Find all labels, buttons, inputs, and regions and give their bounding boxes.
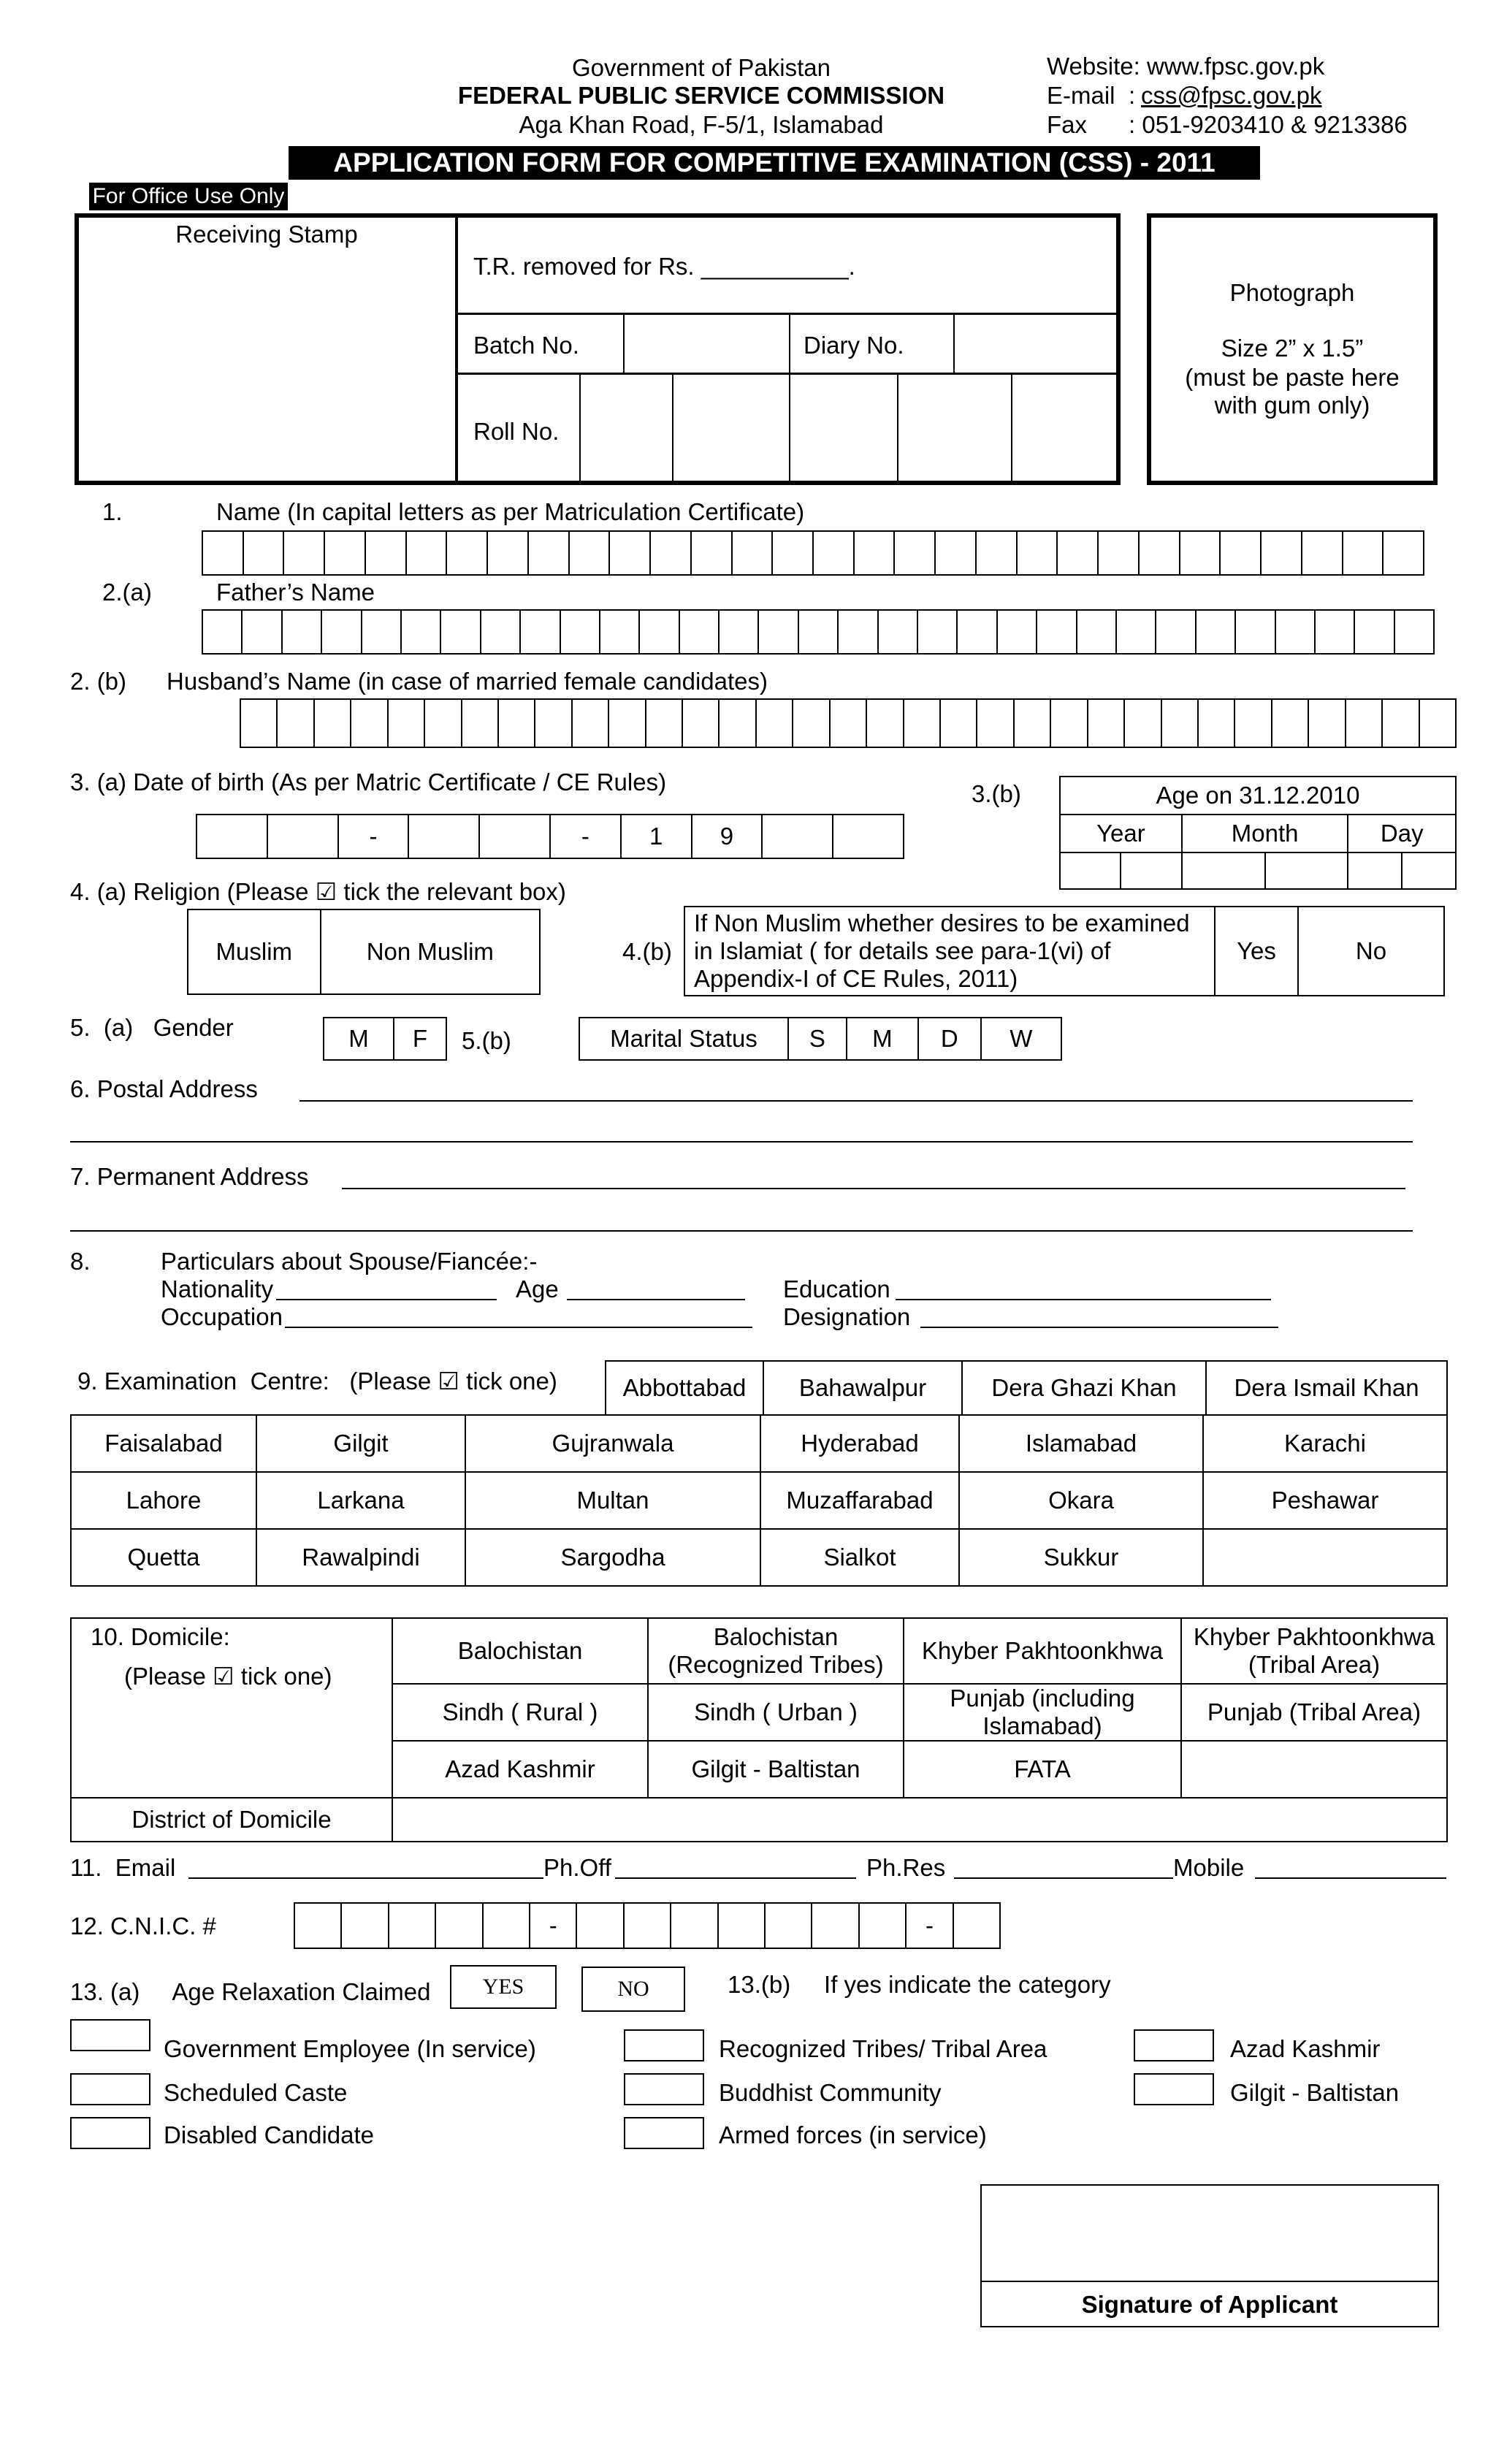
islamiat-table (684, 906, 1445, 996)
char-cell[interactable] (351, 700, 388, 747)
centre-abbottabad[interactable]: Abbottabad (606, 1361, 763, 1415)
category-azad-kashmir-label: Azad Kashmir (1230, 2035, 1381, 2062)
email-sep: : (1129, 82, 1136, 109)
char-cell[interactable] (366, 532, 407, 574)
char-cell[interactable] (757, 700, 793, 747)
char-cell[interactable] (958, 611, 997, 653)
centre-faisalabad[interactable]: Faisalabad (71, 1415, 256, 1472)
char-cell[interactable] (671, 1904, 718, 1948)
char-cell[interactable] (680, 611, 720, 653)
q4b-label: 4.(b) (622, 938, 672, 965)
permanent-address-line-2[interactable] (70, 1230, 1413, 1232)
office-hline-2 (457, 373, 1118, 375)
char-cell[interactable] (244, 532, 285, 574)
char-cell[interactable] (1018, 532, 1058, 574)
char-cell[interactable]: 9 (692, 815, 763, 858)
domicile-label-cell (71, 1618, 392, 1798)
centre-sialkot[interactable]: Sialkot (760, 1529, 959, 1586)
marital-single[interactable]: S (788, 1018, 847, 1060)
char-cell[interactable] (600, 611, 640, 653)
category-disabled-checkbox[interactable] (70, 2117, 150, 2149)
father-name-input-boxes[interactable] (202, 609, 1435, 655)
q10-tick-note: (Please ☑ tick one) (124, 1662, 332, 1690)
husband-name-input-boxes[interactable] (240, 698, 1457, 748)
char-cell[interactable] (488, 532, 529, 574)
domicile-azad-kashmir[interactable]: Azad Kashmir (392, 1741, 648, 1798)
centre-gujranwala[interactable]: Gujranwala (465, 1415, 760, 1472)
char-cell[interactable] (766, 1904, 812, 1948)
q3b-label: 3.(b) (972, 780, 1021, 807)
q4a-label: 4. (a) Religion (Please ☑ tick the relevant box) (70, 878, 566, 905)
batch-no-label: Batch No. (473, 332, 579, 359)
district-of-domicile-field[interactable] (392, 1798, 1447, 1842)
char-cell[interactable] (646, 700, 683, 747)
q1-number: 1. (102, 498, 123, 525)
q8-number: 8. (70, 1248, 91, 1275)
char-cell[interactable] (1221, 532, 1262, 574)
domicile-kpk[interactable]: Khyber Pakhtoonkhwa (904, 1618, 1181, 1684)
char-cell[interactable] (1235, 700, 1272, 747)
char-cell[interactable] (1236, 611, 1275, 653)
char-cell[interactable] (1099, 532, 1140, 574)
diary-no-field[interactable] (953, 314, 955, 374)
char-cell[interactable] (720, 611, 759, 653)
char-cell[interactable] (831, 700, 867, 747)
category-armed-forces-label: Armed forces (in service) (719, 2121, 987, 2148)
centre-quetta[interactable]: Quetta (71, 1529, 256, 1586)
centre-dera-ghazi-khan[interactable]: Dera Ghazi Khan (962, 1361, 1206, 1415)
char-cell[interactable] (1180, 532, 1221, 574)
char-cell[interactable] (1276, 611, 1316, 653)
char-cell[interactable] (692, 532, 733, 574)
char-cell[interactable] (1199, 700, 1235, 747)
signature-divider (980, 2281, 1439, 2282)
gender-male[interactable]: M (324, 1018, 394, 1060)
char-cell[interactable] (1343, 532, 1384, 574)
char-cell[interactable] (278, 700, 314, 747)
char-cell[interactable] (839, 611, 878, 653)
category-armed-forces-checkbox[interactable] (624, 2117, 704, 2149)
char-cell[interactable] (203, 532, 244, 574)
marital-widowed[interactable]: W (981, 1018, 1061, 1060)
age-year-cell[interactable] (1121, 853, 1181, 889)
centre-top-row (605, 1360, 1448, 1416)
char-cell[interactable] (977, 700, 1014, 747)
char-cell[interactable] (441, 611, 481, 653)
age-day-header: Day (1348, 815, 1456, 853)
q2a-number: 2.(a) (102, 579, 152, 606)
char-cell[interactable] (918, 611, 958, 653)
category-gov-employee-label: Government Employee (In service) (164, 2035, 536, 2062)
q5a-label: 5. (a) Gender (70, 1014, 234, 1041)
char-cell[interactable] (610, 532, 651, 574)
char-cell[interactable] (407, 532, 448, 574)
q8-title: Particulars about Spouse/Fiancée:- (161, 1248, 538, 1275)
q12-label: 12. C.N.I.C. # (70, 1912, 216, 1939)
q2b-label: 2. (b) Husband’s Name (in case of married female candidates) (70, 668, 768, 695)
char-cell[interactable] (683, 700, 720, 747)
centre-karachi[interactable]: Karachi (1203, 1415, 1447, 1472)
char-cell[interactable] (315, 700, 351, 747)
char-cell[interactable] (1156, 611, 1196, 653)
char-cell[interactable]: - (339, 815, 410, 858)
char-cell[interactable] (977, 532, 1018, 574)
diary-no-label: Diary No. (804, 332, 904, 359)
char-cell[interactable] (577, 1904, 624, 1948)
char-cell[interactable] (1355, 611, 1394, 653)
char-cell[interactable] (1077, 611, 1117, 653)
char-cell[interactable] (1262, 532, 1302, 574)
char-cell[interactable]: - (907, 1904, 953, 1948)
category-scheduled-caste-label: Scheduled Caste (164, 2079, 348, 2106)
postal-address-line-1[interactable] (299, 1100, 1413, 1102)
centre-hyderabad[interactable]: Hyderabad (760, 1415, 959, 1472)
photo-title: Photograph (1229, 279, 1355, 306)
domicile-empty (1181, 1741, 1447, 1798)
char-cell[interactable] (342, 1904, 389, 1948)
q8-nationality-label: Nationality (161, 1275, 274, 1302)
age-year-header: Year (1060, 815, 1182, 853)
marital-married[interactable]: M (847, 1018, 918, 1060)
spouse-education-line[interactable] (896, 1299, 1271, 1300)
char-cell[interactable] (812, 1904, 859, 1948)
category-gov-employee-checkbox[interactable] (70, 2019, 150, 2051)
char-cell[interactable] (609, 700, 646, 747)
islamiat-no[interactable]: No (1298, 907, 1444, 996)
char-cell[interactable] (720, 700, 756, 747)
category-disabled-label: Disabled Candidate (164, 2121, 375, 2148)
permanent-address-line-1[interactable] (342, 1188, 1405, 1189)
q8-occupation-label: Occupation (161, 1303, 283, 1330)
char-cell[interactable] (362, 611, 402, 653)
char-cell[interactable] (719, 1904, 766, 1948)
gender-female[interactable]: F (394, 1018, 446, 1060)
gov-title: Government of Pakistan (571, 54, 831, 81)
religion-table (187, 909, 541, 995)
char-cell[interactable] (1162, 700, 1199, 747)
roll-divider-1[interactable] (579, 374, 581, 484)
centre-larkana[interactable]: Larkana (256, 1472, 465, 1529)
char-cell[interactable] (425, 700, 462, 747)
signature-label: Signature of Applicant (1081, 2291, 1338, 2318)
char-cell[interactable] (1346, 700, 1383, 747)
centre-empty (1203, 1529, 1447, 1586)
batch-divider (789, 314, 790, 374)
centre-dera-ismail-khan[interactable]: Dera Ismail Khan (1206, 1361, 1447, 1415)
domicile-punjab[interactable]: Punjab (including Islamabad) (904, 1684, 1181, 1741)
centre-multan[interactable]: Multan (465, 1472, 760, 1529)
char-cell[interactable] (480, 815, 551, 858)
q11-mobile-label: Mobile (1173, 1854, 1245, 1881)
char-cell[interactable] (1140, 532, 1180, 574)
islamiat-yes[interactable]: Yes (1215, 907, 1298, 996)
char-cell[interactable]: - (530, 1904, 577, 1948)
religion-non-muslim[interactable]: Non Muslim (321, 909, 540, 994)
char-cell[interactable] (799, 611, 839, 653)
receiving-stamp: Receiving Stamp (175, 221, 358, 248)
age-table (1059, 776, 1457, 890)
district-of-domicile-label: District of Domicile (71, 1798, 392, 1842)
char-cell[interactable] (1125, 700, 1161, 747)
char-cell[interactable] (860, 1904, 907, 1948)
char-cell[interactable] (268, 815, 339, 858)
char-cell[interactable] (481, 611, 521, 653)
char-cell[interactable] (573, 700, 609, 747)
age-month-cell[interactable] (1182, 853, 1265, 889)
commission-address: Aga Khan Road, F-5/1, Islamabad (519, 111, 884, 138)
char-cell[interactable]: 1 (622, 815, 692, 858)
centre-grid (70, 1414, 1448, 1587)
char-cell[interactable] (499, 700, 535, 747)
q13b-label: 13.(b) If yes indicate the category (728, 1971, 1111, 1998)
q1-label: Name (In capital letters as per Matriculation Certificate) (216, 498, 805, 525)
office-divider (455, 213, 458, 485)
domicile-gilgit-baltistan[interactable]: Gilgit - Baltistan (648, 1741, 904, 1798)
char-cell[interactable] (436, 1904, 483, 1948)
char-cell[interactable] (295, 1904, 342, 1948)
char-cell[interactable] (759, 611, 798, 653)
char-cell[interactable] (197, 815, 268, 858)
char-cell[interactable] (954, 1904, 1001, 1948)
roll-divider-4[interactable] (897, 374, 898, 484)
domicile-balochistan-tribes[interactable]: Balochistan (Recognized Tribes) (648, 1618, 904, 1684)
tr-removed: T.R. removed for Rs. ___________. (473, 253, 855, 280)
char-cell[interactable] (998, 611, 1037, 653)
spouse-designation-line[interactable] (920, 1327, 1278, 1328)
char-cell[interactable] (1384, 532, 1424, 574)
category-tribal-checkbox[interactable] (624, 2029, 704, 2061)
char-cell[interactable] (1197, 611, 1236, 653)
email-label: E-mail (1047, 82, 1115, 109)
category-buddhist-checkbox[interactable] (624, 2073, 704, 2105)
email-line[interactable] (188, 1877, 543, 1879)
char-cell[interactable] (484, 1904, 530, 1948)
q3a-label: 3. (a) Date of birth (As per Matric Certificate / CE Rules) (70, 768, 667, 796)
marital-divorced[interactable]: D (918, 1018, 981, 1060)
char-cell[interactable] (1316, 611, 1355, 653)
centre-bahawalpur[interactable]: Bahawalpur (763, 1361, 962, 1415)
age-day-cell[interactable] (1402, 853, 1456, 889)
char-cell[interactable] (1117, 611, 1156, 653)
char-cell[interactable] (941, 700, 977, 747)
spouse-age-line[interactable] (567, 1299, 745, 1300)
char-cell[interactable] (241, 700, 278, 747)
q2a-label: Father’s Name (216, 579, 375, 606)
domicile-sindh-rural[interactable]: Sindh ( Rural ) (392, 1684, 648, 1741)
postal-address-line-2[interactable] (70, 1141, 1413, 1143)
char-cell[interactable] (283, 611, 322, 653)
category-azad-kashmir-checkbox[interactable] (1134, 2029, 1214, 2061)
q8-education-label: Education (783, 1275, 890, 1302)
photo-note: (must be paste here with gum only) (1185, 364, 1400, 419)
spouse-occupation-line[interactable] (285, 1327, 752, 1328)
category-buddhist-label: Buddhist Community (719, 2079, 942, 2106)
char-cell[interactable] (389, 1904, 436, 1948)
centre-muzaffarabad[interactable]: Muzaffarabad (760, 1472, 959, 1529)
islamiat-question: If Non Muslim whether desires to be examined in Islamiat ( for details see para-1(vi) of Appendix-I of CE Rules, 2011) (684, 907, 1215, 996)
gender-table (323, 1017, 447, 1061)
char-cell[interactable] (570, 532, 611, 574)
domicile-punjab-tribal[interactable]: Punjab (Tribal Area) (1181, 1684, 1447, 1741)
char-cell[interactable] (1383, 700, 1419, 747)
char-cell[interactable] (833, 815, 904, 858)
char-cell[interactable] (1015, 700, 1051, 747)
website: Website: www.fpsc.gov.pk (1047, 53, 1325, 80)
centre-sukkur[interactable]: Sukkur (959, 1529, 1203, 1586)
domicile-balochistan[interactable]: Balochistan (392, 1618, 648, 1684)
char-cell[interactable] (203, 611, 243, 653)
centre-peshawar[interactable]: Peshawar (1203, 1472, 1447, 1529)
char-cell[interactable] (1395, 611, 1435, 653)
char-cell[interactable] (447, 532, 488, 574)
religion-muslim[interactable]: Muslim (188, 909, 321, 994)
char-cell[interactable] (409, 815, 480, 858)
cnic-input-boxes[interactable] (294, 1902, 1001, 1949)
fax-label: Fax (1047, 111, 1088, 138)
char-cell[interactable] (773, 532, 814, 574)
char-cell[interactable] (733, 532, 774, 574)
char-cell[interactable] (1051, 700, 1088, 747)
roll-divider-2[interactable] (672, 374, 673, 484)
category-tribal-label: Recognized Tribes/ Tribal Area (719, 2035, 1047, 2062)
age-relaxation-no[interactable]: NO (581, 1967, 685, 2012)
age-day-cell[interactable] (1348, 853, 1402, 889)
char-cell[interactable] (402, 611, 441, 653)
spouse-nationality-line[interactable] (276, 1299, 497, 1300)
category-gilgit-label: Gilgit - Baltistan (1230, 2079, 1400, 2106)
q6-label: 6. Postal Address (70, 1075, 258, 1102)
centre-islamabad[interactable]: Islamabad (959, 1415, 1203, 1472)
q13a-label: 13. (a) Age Relaxation Claimed (70, 1978, 431, 2005)
marital-status-label: Marital Status (579, 1018, 788, 1060)
roll-divider-5[interactable] (1011, 374, 1012, 484)
char-cell[interactable] (389, 700, 425, 747)
q11-ph-res-label: Ph.Res (866, 1854, 946, 1881)
char-cell[interactable] (1272, 700, 1309, 747)
age-month-header: Month (1182, 815, 1348, 853)
char-cell[interactable] (651, 532, 692, 574)
age-month-cell[interactable] (1265, 853, 1348, 889)
char-cell[interactable] (895, 532, 936, 574)
ph-off-line[interactable] (615, 1877, 856, 1879)
category-scheduled-caste-checkbox[interactable] (70, 2073, 150, 2105)
q11-ph-off-label: Ph.Off (543, 1854, 611, 1881)
fax-number: : 051-9203410 & 9213386 (1129, 111, 1408, 138)
domicile-kpk-tribal[interactable]: Khyber Pakhtoonkhwa (Tribal Area) (1181, 1618, 1447, 1684)
q5b-label: 5.(b) (462, 1027, 511, 1054)
char-cell[interactable] (521, 611, 560, 653)
char-cell[interactable] (793, 700, 830, 747)
char-cell[interactable] (1037, 611, 1077, 653)
char-cell[interactable] (325, 532, 366, 574)
office-hline-1 (457, 313, 1118, 315)
centre-lahore[interactable]: Lahore (71, 1472, 256, 1529)
char-cell[interactable] (763, 815, 833, 858)
char-cell[interactable] (1420, 700, 1457, 747)
char-cell[interactable] (904, 700, 941, 747)
char-cell[interactable] (322, 611, 362, 653)
char-cell[interactable]: - (551, 815, 622, 858)
commission-title: FEDERAL PUBLIC SERVICE COMMISSION (457, 82, 945, 109)
name-input-boxes[interactable] (202, 530, 1424, 576)
roll-no-label: Roll No. (473, 418, 560, 445)
batch-no-field[interactable] (623, 314, 625, 374)
char-cell[interactable] (936, 532, 977, 574)
char-cell[interactable] (561, 611, 600, 653)
char-cell[interactable] (625, 1904, 671, 1948)
office-use-label: For Office Use Only (89, 183, 288, 210)
q10-label: 10. Domicile: (91, 1623, 230, 1650)
form-title: APPLICATION FORM FOR COMPETITIVE EXAMINATION (CSS) - 2011 (289, 146, 1260, 180)
roll-divider-3[interactable] (789, 374, 790, 484)
email-link[interactable]: css@fpsc.gov.pk (1141, 82, 1322, 109)
domicile-sindh-urban[interactable]: Sindh ( Urban ) (648, 1684, 904, 1741)
q8-age-label: Age (516, 1275, 559, 1302)
char-cell[interactable] (1309, 700, 1346, 747)
marital-table (579, 1017, 1062, 1061)
char-cell[interactable] (1088, 700, 1125, 747)
char-cell[interactable] (1302, 532, 1343, 574)
centre-gilgit[interactable]: Gilgit (256, 1415, 465, 1472)
age-year-cell[interactable] (1060, 853, 1121, 889)
char-cell[interactable] (1058, 532, 1099, 574)
char-cell[interactable] (867, 700, 904, 747)
domicile-table (70, 1617, 1448, 1842)
q8-designation-label: Designation (783, 1303, 911, 1330)
category-gilgit-checkbox[interactable] (1134, 2073, 1214, 2105)
age-relaxation-yes[interactable]: YES (450, 1965, 557, 2009)
char-cell[interactable] (284, 532, 325, 574)
domicile-fata[interactable]: FATA (904, 1741, 1181, 1798)
age-on-header: Age on 31.12.2010 (1060, 777, 1456, 815)
char-cell[interactable] (535, 700, 572, 747)
q9-label: 9. Examination Centre: (Please ☑ tick one) (77, 1368, 557, 1395)
char-cell[interactable] (814, 532, 855, 574)
centre-okara[interactable]: Okara (959, 1472, 1203, 1529)
ph-res-line[interactable] (954, 1877, 1173, 1879)
photo-size: Size 2” x 1.5” (1221, 335, 1364, 362)
dob-input-boxes[interactable] (196, 814, 904, 859)
centre-sargodha[interactable]: Sargodha (465, 1529, 760, 1586)
char-cell[interactable] (640, 611, 679, 653)
centre-rawalpindi[interactable]: Rawalpindi (256, 1529, 465, 1586)
mobile-line[interactable] (1255, 1877, 1446, 1879)
char-cell[interactable] (879, 611, 918, 653)
q7-label: 7. Permanent Address (70, 1163, 309, 1190)
char-cell[interactable] (243, 611, 282, 653)
char-cell[interactable] (529, 532, 570, 574)
q11-email-label: 11. Email (70, 1854, 176, 1881)
char-cell[interactable] (462, 700, 499, 747)
char-cell[interactable] (855, 532, 896, 574)
